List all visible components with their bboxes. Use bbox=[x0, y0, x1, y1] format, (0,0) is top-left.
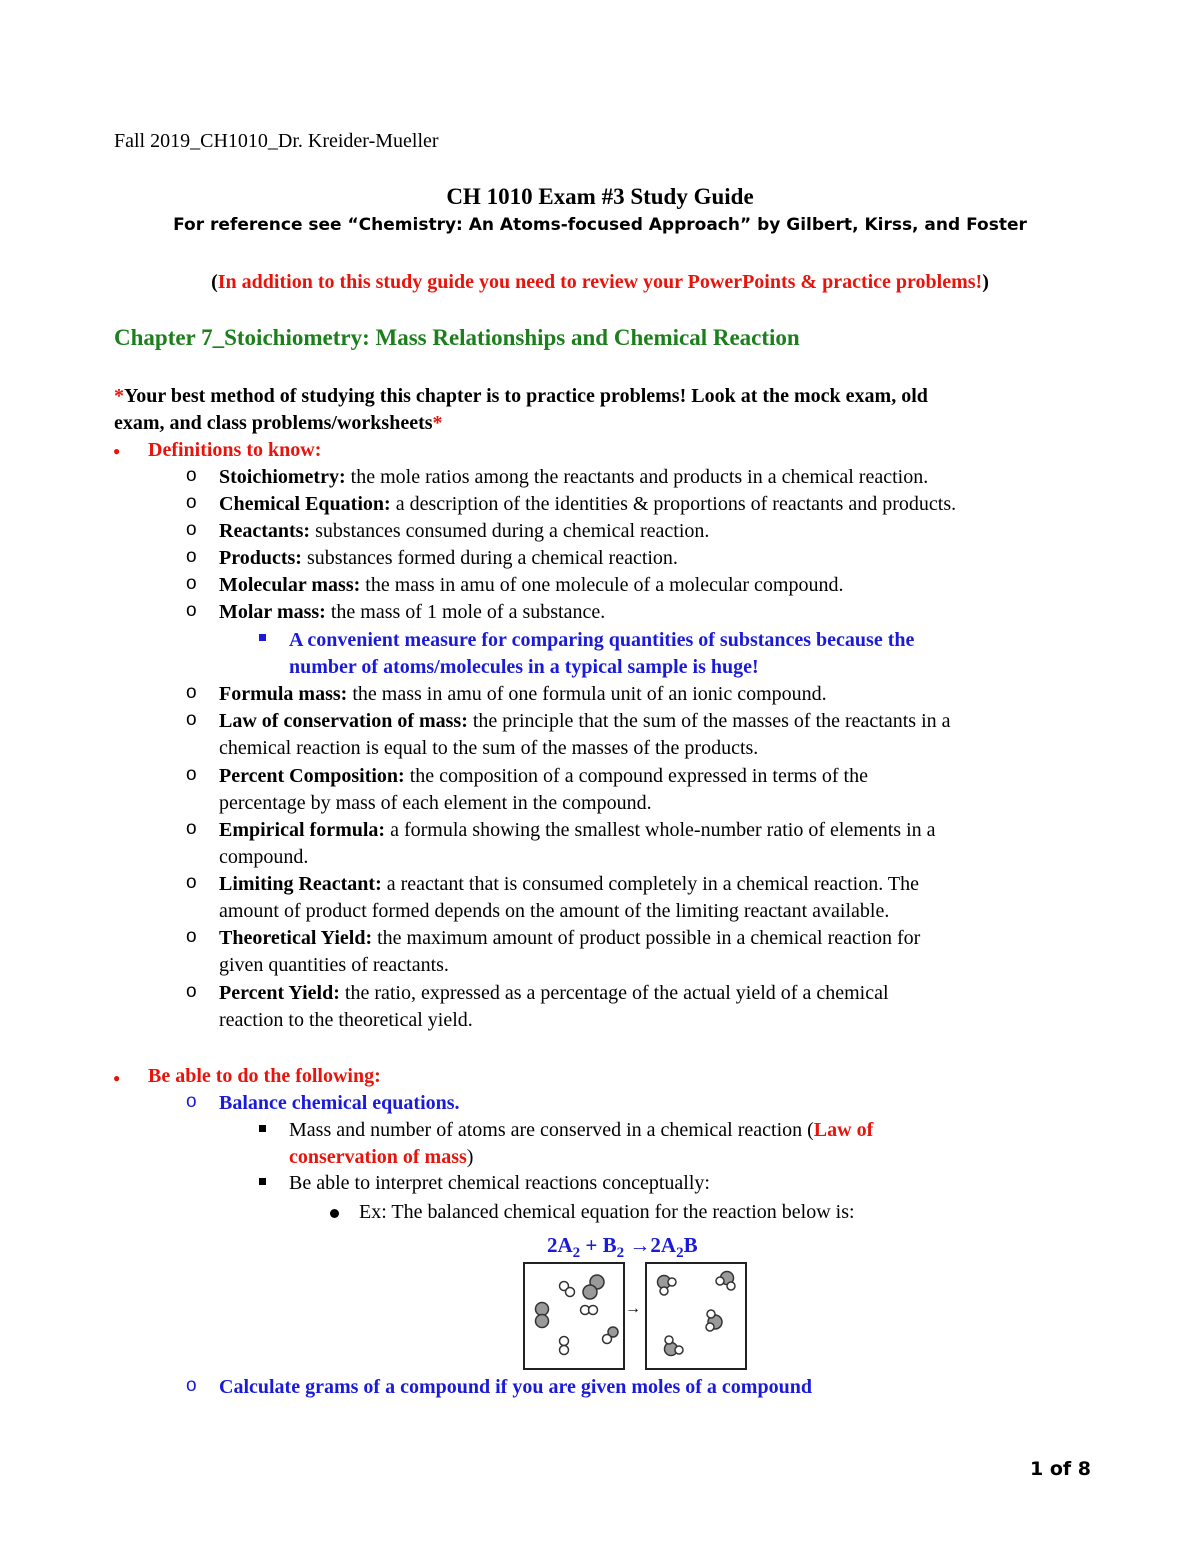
definitions-heading: Definitions to know: bbox=[148, 439, 322, 461]
definition-chemical-equation bbox=[219, 491, 956, 518]
definition-text: the composition of a compound expressed in terms of the bbox=[404, 765, 868, 787]
reminder-line bbox=[0, 271, 1200, 294]
intro-line-1 bbox=[114, 383, 928, 410]
reminder-close-paren: ) bbox=[982, 271, 989, 293]
list-bullet-icon: o bbox=[186, 709, 197, 730]
tasks-bullet-icon: ● bbox=[113, 1071, 121, 1085]
definition-text: a formula showing the smallest whole-number ratio of elements in a bbox=[385, 819, 936, 841]
definition-text: substances formed during a chemical reaction. bbox=[301, 547, 678, 569]
intro-star-close: * bbox=[432, 412, 443, 434]
molar-note-line-2: number of atoms/molecules in a typical sample is huge! bbox=[289, 656, 759, 678]
definition-term: Molecular mass: bbox=[219, 574, 361, 596]
molar-note-line-1: A convenient measure for comparing quantities of substances because the bbox=[289, 629, 915, 651]
definition-conservation-of-mass bbox=[219, 708, 951, 735]
task-interpret: Be able to interpret chemical reactions conceptually: bbox=[289, 1172, 710, 1194]
task-text: ) bbox=[466, 1146, 474, 1168]
reminder-open-paren: ( bbox=[211, 271, 218, 293]
definition-term: Empirical formula: bbox=[219, 819, 386, 841]
definition-stoichiometry bbox=[219, 464, 928, 491]
task-mass-conserved-line-2 bbox=[289, 1144, 473, 1171]
definition-continuation: reaction to the theoretical yield. bbox=[219, 1009, 473, 1031]
definition-continuation: given quantities of reactants. bbox=[219, 954, 449, 976]
eq-coef-1: 2A bbox=[547, 1233, 573, 1257]
intro-star-open: * bbox=[114, 385, 124, 407]
list-bullet-icon: o bbox=[186, 546, 197, 567]
definition-text: substances consumed during a chemical reaction. bbox=[310, 520, 710, 542]
intro-text-1: Your best method of studying this chapter is to practice problems! Look at the mock exam, old bbox=[124, 385, 928, 407]
definition-text: a reactant that is consumed completely in a chemical reaction. The bbox=[381, 873, 919, 895]
definition-continuation: amount of product formed depends on the amount of the limiting reactant available. bbox=[219, 900, 890, 922]
definition-text: the maximum amount of product possible in a chemical reaction for bbox=[372, 927, 921, 949]
definition-text: the mass in amu of one formula unit of an ionic compound. bbox=[347, 683, 827, 705]
definition-continuation: percentage by mass of each element in the compound. bbox=[219, 792, 652, 814]
definition-continuation: compound. bbox=[219, 846, 309, 868]
definition-limiting-reactant bbox=[219, 871, 919, 898]
course-line: Fall 2019_CH1010_Dr. Kreider-Mueller bbox=[114, 130, 439, 152]
page-title: CH 1010 Exam #3 Study Guide bbox=[446, 184, 754, 209]
square-bullet-icon bbox=[259, 1125, 266, 1132]
reference-line: For reference see “Chemistry: An Atoms-focused Approach” by Gilbert, Kirss, and Foster bbox=[173, 215, 1027, 235]
definition-text: the principle that the sum of the masses of the reactants in a bbox=[467, 710, 951, 732]
list-bullet-icon: o bbox=[186, 682, 197, 703]
definition-term: Limiting Reactant: bbox=[219, 873, 382, 895]
definition-molecular-mass bbox=[219, 572, 843, 599]
eq-sub-1: 2 bbox=[572, 1245, 581, 1262]
definition-term: Chemical Equation: bbox=[219, 493, 391, 515]
list-bullet-icon: o bbox=[186, 573, 197, 594]
reminder-text: In addition to this study guide you need to review your PowerPoints & practice problems! bbox=[217, 271, 983, 293]
task-text: Mass and number of atoms are conserved in a chemical reaction ( bbox=[289, 1119, 814, 1141]
reactant-molecules bbox=[525, 1264, 623, 1368]
list-bullet-icon: o bbox=[186, 818, 197, 839]
definition-reactants bbox=[219, 518, 709, 545]
definition-theoretical-yield bbox=[219, 925, 920, 952]
task-example: Ex: The balanced chemical equation for the reaction below is: bbox=[359, 1201, 855, 1223]
definition-text: the mass of 1 mole of a substance. bbox=[325, 601, 606, 623]
task-emphasis: conservation of mass bbox=[289, 1146, 467, 1168]
definition-term: Products: bbox=[219, 547, 302, 569]
eq-tail: B bbox=[683, 1233, 698, 1257]
definitions-bullet-icon: ● bbox=[113, 444, 121, 458]
eq-sub-3: 2 bbox=[676, 1245, 684, 1262]
intro-text-2: exam, and class problems/worksheets bbox=[114, 412, 433, 434]
reaction-arrow-icon: → bbox=[625, 1300, 641, 1317]
definition-percent-composition bbox=[219, 763, 868, 790]
product-molecules bbox=[647, 1264, 745, 1368]
definition-formula-mass bbox=[219, 681, 827, 708]
task-calculate: Calculate grams of a compound if you are given moles of a compound bbox=[219, 1376, 812, 1398]
definition-continuation: chemical reaction is equal to the sum of the masses of the products. bbox=[219, 737, 759, 759]
eq-sub-2: 2 bbox=[616, 1245, 625, 1262]
list-bullet-icon: o bbox=[186, 600, 197, 621]
page-number: 1 of 8 bbox=[1030, 1458, 1091, 1480]
definition-term: Law of conservation of mass: bbox=[219, 710, 468, 732]
definition-text: the mass in amu of one molecule of a molecular compound. bbox=[360, 574, 844, 596]
list-bullet-icon: o bbox=[186, 492, 197, 513]
definition-products bbox=[219, 545, 678, 572]
products-box bbox=[645, 1262, 747, 1370]
definition-text: a description of the identities & proportions of reactants and products. bbox=[390, 493, 957, 515]
list-bullet-icon: o bbox=[186, 981, 197, 1002]
task-mass-conserved-line-1 bbox=[289, 1117, 873, 1144]
chapter-heading: Chapter 7_Stoichiometry: Mass Relationships and Chemical Reaction bbox=[114, 325, 800, 350]
list-bullet-icon: o bbox=[186, 465, 197, 486]
balanced-equation bbox=[547, 1233, 698, 1262]
definition-term: Stoichiometry: bbox=[219, 466, 346, 488]
eq-arrow: → bbox=[624, 1233, 651, 1257]
list-bullet-icon: o bbox=[186, 926, 197, 947]
square-bullet-icon bbox=[259, 634, 266, 641]
list-bullet-icon: o bbox=[186, 519, 197, 540]
list-bullet-icon: o bbox=[186, 1375, 197, 1396]
definition-term: Percent Composition: bbox=[219, 765, 405, 787]
eq-plus: + B bbox=[580, 1233, 617, 1257]
definition-percent-yield bbox=[219, 980, 889, 1007]
definition-empirical-formula bbox=[219, 817, 936, 844]
definition-term: Theoretical Yield: bbox=[219, 927, 373, 949]
list-bullet-icon: o bbox=[186, 764, 197, 785]
definition-term: Molar mass: bbox=[219, 601, 326, 623]
reactants-box bbox=[523, 1262, 625, 1370]
eq-coef-2: 2A bbox=[650, 1233, 677, 1257]
definition-molar-mass bbox=[219, 599, 605, 626]
intro-line-2 bbox=[114, 410, 443, 437]
list-bullet-icon: o bbox=[186, 872, 197, 893]
task-emphasis: Law of bbox=[813, 1119, 874, 1141]
definition-text: the ratio, expressed as a percentage of the actual yield of a chemical bbox=[339, 982, 889, 1004]
tasks-heading: Be able to do the following: bbox=[148, 1065, 381, 1087]
definition-term: Reactants: bbox=[219, 520, 311, 542]
definition-term: Formula mass: bbox=[219, 683, 348, 705]
task-balance: Balance chemical equations. bbox=[219, 1092, 460, 1114]
definition-term: Percent Yield: bbox=[219, 982, 340, 1004]
definition-text: the mole ratios among the reactants and products in a chemical reaction. bbox=[345, 466, 929, 488]
square-bullet-icon bbox=[259, 1178, 266, 1185]
list-bullet-icon: o bbox=[186, 1091, 197, 1112]
disc-bullet-icon bbox=[330, 1209, 339, 1218]
